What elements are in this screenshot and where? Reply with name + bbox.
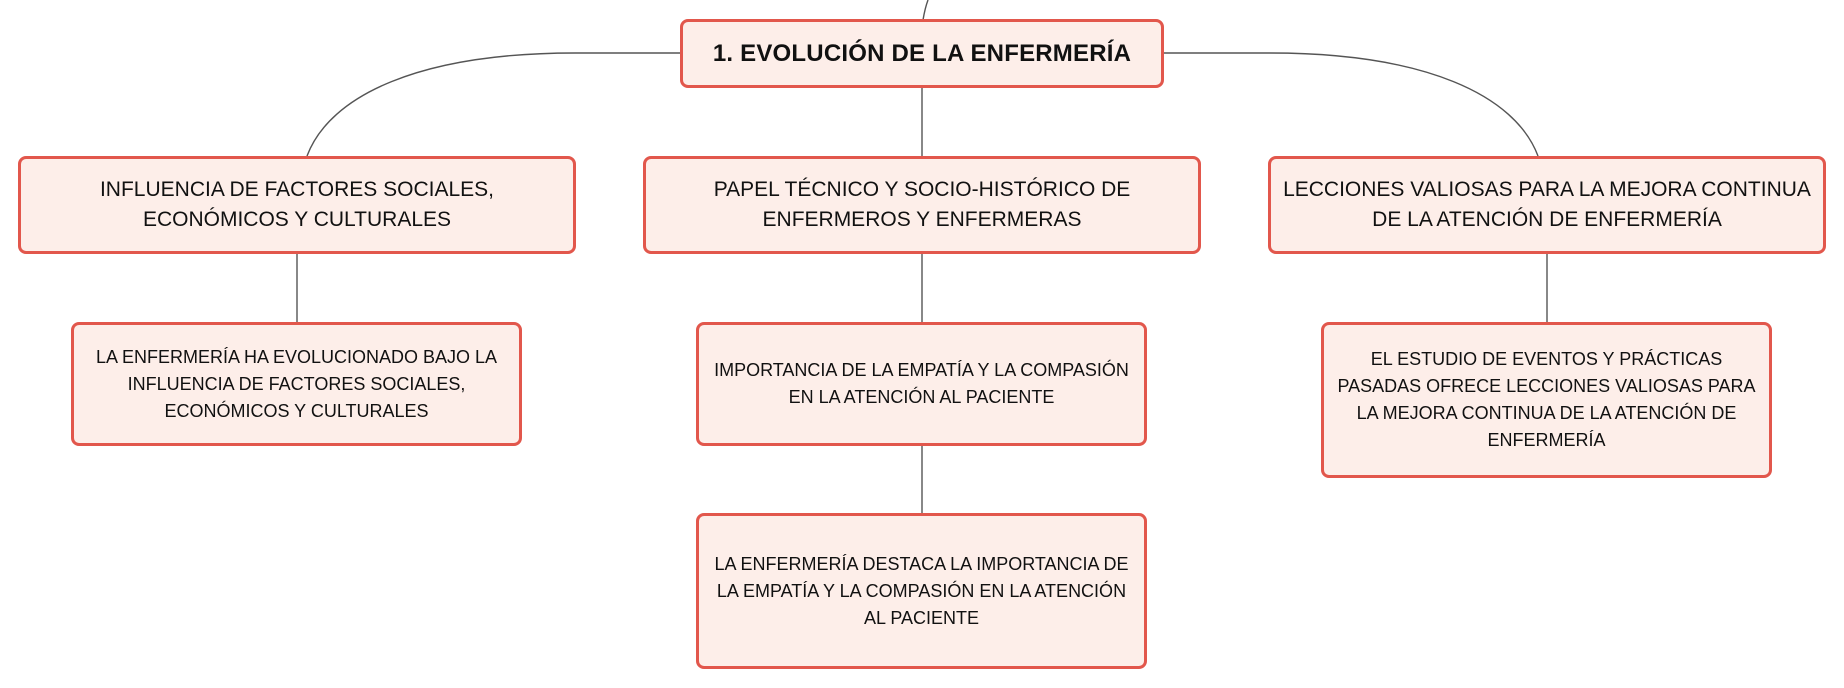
branch-topic-social-factors[interactable] <box>18 156 576 254</box>
branch-topic-label: LECCIONES VALIOSAS PARA LA MEJORA CONTINUA DE LA ATENCIÓN DE ENFERMERÍA <box>1283 178 1811 231</box>
branch-topic-technical-role[interactable] <box>643 156 1201 254</box>
connector-root-to-branch-1 <box>307 53 682 156</box>
subtopic-empathy-importance[interactable] <box>696 322 1147 446</box>
branch-topic-valuable-lessons[interactable] <box>1268 156 1826 254</box>
connector-root-to-branch-3 <box>1162 53 1538 156</box>
subtopic-social-factors-evolution[interactable] <box>71 322 522 446</box>
connector-parent-to-root <box>923 0 928 20</box>
subtopic-label: EL ESTUDIO DE EVENTOS Y PRÁCTICAS PASADAS OFRECE LECCIONES VALIOSAS PARA LA MEJORA CONTINUA DE LA ATENCIÓN DE ENFERMERÍA <box>1337 349 1756 450</box>
subtopic-past-practices-study[interactable] <box>1321 322 1772 478</box>
subtopic-empathy-highlight[interactable] <box>696 513 1147 669</box>
root-topic-label: 1. EVOLUCIÓN DE LA ENFERMERÍA <box>712 39 1132 67</box>
branch-topic-label: PAPEL TÉCNICO Y SOCIO-HISTÓRICO DE ENFERMEROS Y ENFERMERAS <box>713 178 1131 231</box>
subtopic-label: LA ENFERMERÍA DESTACA LA IMPORTANCIA DE LA EMPATÍA Y LA COMPASIÓN EN LA ATENCIÓN AL PACIENTE <box>714 553 1129 628</box>
subtopic-label: LA ENFERMERÍA HA EVOLUCIONADO BAJO LA INFLUENCIA DE FACTORES SOCIALES, ECONÓMICOS Y CULTURALES <box>95 346 498 421</box>
branch-topic-label: INFLUENCIA DE FACTORES SOCIALES, ECONÓMICOS Y CULTURALES <box>99 178 495 231</box>
root-topic[interactable] <box>680 19 1164 88</box>
subtopic-label: IMPORTANCIA DE LA EMPATÍA Y LA COMPASIÓN EN LA ATENCIÓN AL PACIENTE <box>714 360 1129 407</box>
